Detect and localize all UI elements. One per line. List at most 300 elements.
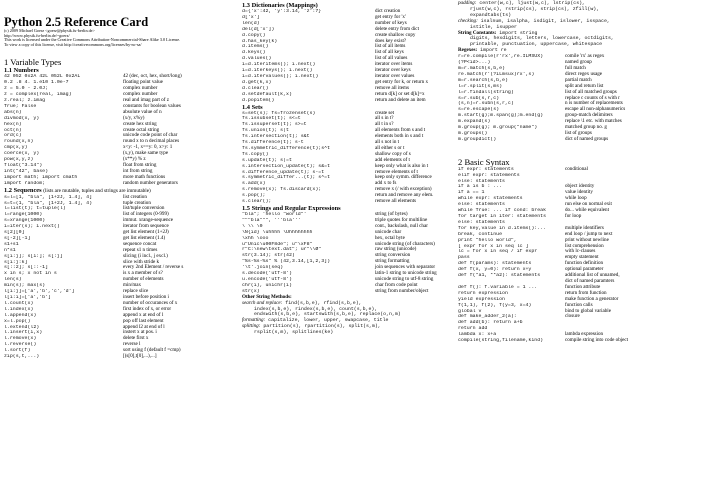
description-cell: additional list of unnamed, [565, 272, 620, 279]
code-cell: l.sort(f) [4, 348, 31, 354]
description-cell: partial match [565, 76, 592, 83]
table-row [242, 98, 458, 104]
description-cell: number of occurances of x [123, 299, 178, 306]
code-cell: fs.issubset(t); s<=t [242, 116, 301, 122]
code-cell: chr(i), unichr(i) [242, 282, 292, 288]
description-cell: number of keys [375, 19, 407, 26]
description-cell: (x**y) % z [123, 156, 146, 163]
method-code: index(s,b,e), rindex(s,b,e), count(s,b,e), [254, 306, 378, 312]
description-cell: sort using f (default f =cmp) [123, 347, 181, 354]
method-category: search and replace: [242, 299, 283, 306]
description-cell: random number generators [123, 179, 178, 186]
table-row [458, 137, 698, 143]
code-cell: l[i:j]=['a','b','c','d'] [4, 289, 75, 295]
method-code: partition(s), rpartition(s), split(s,m), [260, 324, 381, 330]
description-cell: all t in s? [375, 121, 394, 128]
dictionaries-table [242, 9, 458, 104]
description-cell: create hex string [123, 120, 157, 127]
code-cell: lc = for x in seq / if expr [458, 249, 538, 255]
string-methods-continued [458, 1, 698, 31]
description-cell: triple quotes for multiline [375, 216, 428, 223]
code-cell: i=d.iterkeys(); i.next() [242, 68, 313, 74]
description-cell: all s in t? [375, 115, 394, 122]
code-cell: divmod(x, y) [4, 115, 40, 121]
description-cell: all either s or t [375, 144, 405, 151]
description-cell: iterator from sequence [123, 223, 169, 230]
description-cell: list of all values [375, 55, 408, 62]
code-cell: fs.union(t); s|t [242, 128, 289, 134]
description-cell: multiple identifiers [565, 224, 604, 231]
method-code: expandtabs(ts) [470, 12, 512, 18]
code-cell: else: statements [458, 202, 505, 208]
code-cell: def make_adder_2(a): [458, 314, 517, 320]
code-cell: s.decode('utf-8') [242, 271, 292, 277]
code-cell: d.get(k,x) [242, 79, 272, 85]
description-cell: complex number [123, 85, 158, 92]
code-cell: print "hello world", [458, 237, 517, 243]
subsection-heading: 1.3 Dictionaries (Mappings) [242, 2, 318, 9]
description-cell: iterator over items [375, 61, 413, 68]
description-cell: end loop / jump to next [565, 230, 613, 237]
code-cell: abs(n) [4, 109, 22, 115]
code-cell: z = complex(real, imag) [4, 92, 72, 98]
description-cell: add x to fs [375, 180, 397, 187]
description-cell: return from function [565, 289, 607, 296]
basic-syntax-table [458, 167, 698, 344]
code-cell: fs.difference(t); s-t [242, 140, 304, 146]
code-cell: str(3.14); str(42) [242, 253, 295, 259]
description-cell: int from string [123, 167, 153, 174]
description-cell: iterator over values [375, 72, 415, 79]
description-cell: run else on normal exit [565, 201, 612, 208]
description-cell: slice with stride k [123, 258, 160, 265]
code-cell: round(x,n) [4, 139, 34, 145]
code-cell: str(x) [242, 288, 260, 294]
description-cell: repeat s1 n times [123, 246, 158, 253]
description-cell: comile 'rx' as regex [565, 53, 605, 60]
method-code: capitalize, lower, upper, swapcase, title [265, 318, 389, 324]
code-cell: for target in iter: statements [458, 214, 547, 219]
description-cell: dict of named paramters [565, 277, 615, 284]
code-cell: return expression [458, 290, 508, 296]
code-cell: cmp(x,y) [4, 145, 28, 151]
description-cell: cont., backslash, null char [375, 222, 428, 229]
description-cell: remove all elements [375, 198, 417, 205]
code-cell: s.intersection_update(t); s&=t [242, 163, 331, 169]
description-cell: function calls [565, 301, 593, 308]
code-cell: min(s); max(s) [4, 283, 46, 289]
code-cell: fs.copy() [242, 151, 269, 157]
code-cell: d={'x':42, 'y':3.14, 'z':7} [242, 9, 322, 14]
description-cell: list of integers (0-999) [123, 211, 169, 218]
code-cell: (?P<id>...) [458, 60, 491, 66]
code-cell: """bla""", '''bla''' [242, 217, 301, 223]
description-cell: print without newline [565, 236, 609, 243]
code-cell: \xhh \ooo [242, 235, 269, 241]
code-cell: z.real; z.imag [4, 98, 46, 103]
code-cell: i=d.iteritems(); i.next() [242, 62, 316, 68]
code-cell: d.clear() [242, 85, 269, 91]
page-title: Python 2.5 Reference Card [4, 15, 149, 29]
description-cell: remove x (/ with exception) [375, 186, 432, 193]
description-cell: list comprehension [565, 242, 604, 249]
code-cell: \ \\ \0 [242, 223, 263, 229]
description-cell: more math functions [123, 173, 166, 180]
description-cell: round x to n decimal places [123, 138, 180, 145]
description-cell: get entry for k, or return x [375, 78, 429, 85]
description-cell: dict of named groups [565, 135, 609, 142]
code-cell: m.group(g); m.group("name") [458, 125, 538, 131]
code-cell: s.add(x) [242, 181, 266, 187]
description-cell: return d[k] or set d[k]=x [375, 90, 425, 97]
description-cell: all s not in t [375, 139, 400, 146]
description-cell: list of all keys [375, 49, 404, 56]
method-code: rjust(w,c), rstrip(cs), strip(cs), zfill(w), [470, 6, 600, 12]
sequences-table [4, 195, 236, 360]
column-1 [4, 0, 236, 360]
description-cell: string formatting [375, 258, 410, 265]
code-cell: x in s; x not in s [4, 271, 57, 277]
description-cell: (x,y), make same type [123, 150, 169, 157]
meta-line: To view a copy of this license, visit http://creativecommons.org/licenses/by-nc-sa/ [4, 41, 142, 47]
code-cell: s.clear(); [242, 199, 272, 205]
code-cell: else: statements [458, 219, 505, 225]
code-cell: l.reverse() [4, 342, 37, 348]
code-cell: s=l=[1, "bla", [1+2J, 1.4], 4] [4, 194, 93, 200]
description-cell: insert before position i [123, 294, 169, 300]
description-cell: first index of x, or error [123, 305, 172, 312]
code-cell: import math; import cmath [4, 174, 78, 180]
subsection-heading: 1.4 Sets [242, 103, 263, 111]
code-cell: fs.intersection(t); s&t [242, 134, 310, 140]
description-cell: do... while equivalent [565, 207, 609, 214]
description-cell: all elements from s and t [375, 127, 426, 134]
code-cell: len(d) [242, 20, 260, 26]
description-cell: keep only symm. difference [375, 174, 432, 181]
code-cell: d.values() [242, 56, 272, 62]
code-cell: \N{id} \uhhhh \Uhhhhhhhh [242, 229, 313, 235]
description-cell: shallow copy of s [375, 150, 411, 157]
code-cell: '\t'.join(seq) [242, 265, 284, 271]
code-cell: m.start(g);m.span(g);m.end(g) [458, 113, 544, 119]
description-cell: join sequences with separator [375, 264, 436, 271]
code-cell: s.difference_update(t); s-=t [242, 169, 325, 175]
code-cell: l.remove(x) [4, 336, 37, 342]
section-heading: 2 Basic Syntax [458, 156, 510, 167]
description-cell: hex, octal byte [375, 234, 405, 241]
description-cell: list of all items [375, 43, 406, 50]
description-cell: is x a member of s? [123, 270, 163, 277]
code-cell: m.groups() [458, 130, 488, 136]
method-code: rsplit(s,m), splitlines(ke) [254, 330, 334, 336]
description-cell: group-match delimiters [565, 112, 613, 119]
code-cell: l[i:i]=['a','b'] [4, 295, 51, 300]
code-cell: m.expand(s) [458, 119, 491, 125]
other-string-methods-label: Other String Methods: [242, 293, 292, 300]
code-cell: s=r.sub(s,r,c) [458, 95, 500, 101]
method-code: find(s,b,e), rfind(s,b,e), [282, 300, 362, 306]
meta-line: (c) 2009 Michael Goerz <goerz@physik.fu-berlin.de> [4, 28, 95, 33]
code-cell: d.copy() [242, 32, 266, 38]
code-cell: u"Unic\u00F8de"; u"\xF8" [242, 241, 313, 247]
code-cell: del(d['x']) [242, 26, 275, 32]
code-cell: 0.2 .8 4. 1.e10 1.0e-7 [4, 80, 69, 86]
code-cell: 42 052 0x2A 42L 052L 0x2AL [4, 74, 81, 80]
code-cell: def add(b): return a+b [458, 320, 523, 326]
description-cell: unicode string to utf-8 string [375, 275, 434, 282]
description-cell: create octal string [123, 126, 160, 133]
description-cell: closure [565, 313, 580, 320]
subsection-heading: 1.2 Sequences (lists are mutable, tuples and strings are immutable) [4, 186, 151, 194]
code-cell: l.extend(l2) [4, 324, 40, 330]
description-cell: immut. xrange-sequence [123, 217, 174, 224]
description-cell: pop off last element [123, 317, 164, 324]
description-cell: tuple creation [123, 199, 151, 206]
code-cell: l=r.split(s,ms) [458, 83, 503, 89]
description-cell: escape all non-alphanumerics [565, 106, 626, 113]
description-cell: empty statement [565, 254, 599, 261]
description-cell: value identity [565, 189, 593, 196]
code-cell: if a is b : ... [458, 184, 503, 190]
column-3 [458, 0, 698, 344]
description-cell: char from code point [375, 281, 418, 288]
description-cell: delete first x [123, 335, 149, 342]
description-cell: full match [565, 64, 586, 71]
code-cell: s=set(s); fs=frozenset(s) [242, 110, 316, 116]
code-cell: u.encode('utf-8') [242, 276, 292, 282]
code-cell: s=xrange(1000) [4, 218, 46, 224]
other-string-methods [242, 301, 458, 336]
subsection-heading: 1.5 Strings and Regular Expressions [242, 205, 341, 212]
code-cell: s.symmetric_differ...(t); s^=t [242, 175, 331, 181]
description-cell: real and imag part of z [123, 97, 169, 103]
description-cell: create set [375, 109, 395, 116]
method-category: formatting: [242, 317, 266, 324]
method-code: istitle, isupper [470, 24, 517, 30]
sets-table [242, 111, 458, 206]
description-cell: function definition [565, 260, 604, 267]
code-cell: d.keys() [242, 50, 266, 56]
method-code: endswith(s,b,e), startswith(s,b,e), replace(o,n,m) [254, 312, 401, 318]
description-cell: dict creation [375, 8, 401, 14]
description-cell: replace slice [123, 288, 149, 295]
code-cell: d.has_key(k) [242, 38, 278, 44]
description-cell: conditional [565, 165, 588, 172]
description-cell: bind to global variable [565, 307, 611, 314]
code-cell: l=r.findall(string) [458, 89, 514, 95]
code-cell: import random; [4, 180, 46, 186]
description-cell: string (of bytes) [375, 211, 408, 217]
description-cell: raw string (unicode) [375, 246, 417, 253]
description-cell: sequence concat [123, 240, 157, 247]
string-constants-line: printable, punctuation, uppercase, whitespace [470, 42, 603, 48]
description-cell: compile string into code object [565, 337, 629, 344]
method-line [242, 330, 458, 336]
code-cell: m=r.match(s,b,e) [458, 65, 505, 71]
description-cell: delete entry from dict [375, 25, 419, 32]
table-row [4, 354, 236, 360]
code-cell: l.index(x) [4, 306, 34, 312]
description-cell: unicode code point of char [123, 132, 178, 139]
method-category: splitting: [242, 323, 261, 330]
code-cell: d.setdefault(k,x) [242, 91, 292, 97]
description-cell: reverse l [123, 341, 141, 348]
code-cell: int("42", base) [4, 168, 49, 174]
code-cell: s=re.escape(s) [458, 107, 500, 113]
section-heading: 1 Variable Types [4, 57, 62, 68]
code-cell: for key,value in d.items():... [458, 225, 547, 231]
description-cell: slicing (i incl., j excl.) [123, 252, 168, 259]
description-cell: get list element (1.4) [123, 234, 166, 241]
code-cell: else: statements [458, 178, 505, 184]
code-cell: compile(string,filename,kind) [458, 338, 544, 344]
code-cell: "bla"; 'hello "world"' [242, 212, 307, 217]
code-cell: elif expr: statements [458, 172, 520, 178]
description-cell: instert x at pos. i [123, 329, 157, 336]
code-cell: d['x'] [242, 14, 260, 20]
code-cell: s[2][0] [4, 230, 25, 236]
code-cell: (s,n)=r.subn(s,r,c) [458, 101, 514, 107]
description-cell: replace c counts of s with r [565, 94, 620, 101]
meta-line: http://www.physik.fu-berlin.de/~goerz/ [4, 32, 70, 38]
subsection-heading: 1.1 Numbers [4, 67, 39, 75]
string-constants: String Constants: import string [458, 29, 538, 36]
code-cell: hex(n) [4, 121, 22, 127]
code-cell: s1+s1 [4, 241, 19, 247]
code-cell: d.popitem() [242, 97, 275, 103]
description-cell: unicode char [375, 228, 402, 235]
code-cell: x=l.pop() [4, 318, 31, 324]
description-cell: x<y: -1, x==y: 0, x>y: 1 [123, 144, 173, 151]
code-cell: n*s1 [4, 247, 16, 253]
numbers-table [4, 74, 236, 186]
code-cell: if a == 1 [458, 190, 485, 196]
code-cell: if expr: statements [458, 166, 514, 172]
code-cell: m.groupdict() [458, 136, 497, 142]
code-cell: i=iter(s); i.next() [4, 224, 60, 230]
description-cell: object identity [565, 183, 595, 190]
code-cell: def f(*a1, **a2): statements [458, 273, 541, 279]
method-code: center(w,c), ljust(w,c), lstrip(cs), [476, 1, 585, 6]
description-cell: matched group no. g [565, 124, 607, 131]
code-cell: float("3.14") [4, 162, 43, 168]
description-cell: every 2nd Element / reverse s [123, 264, 184, 271]
regexes-label: Regexes: import re [458, 47, 507, 54]
description-cell: make function a generator [565, 295, 619, 302]
description-cell: string conversion [375, 252, 411, 259]
code-cell: r=re.compile(r'rx',re.ILMSUX) [458, 54, 544, 60]
code-cell: "%s-%s-%s" % (42,3.14,[1,2,3]) [242, 259, 331, 265]
code-cell: while expr: statements [458, 196, 523, 202]
method-category: checking: [458, 17, 478, 24]
code-cell: s.remove(x); fs.discard(x); [242, 187, 322, 193]
code-cell: oct(n) [4, 127, 22, 133]
description-cell: get entry for 'x' [375, 13, 406, 20]
code-cell: f(1,1), f(2), f(y=3, x=4) [458, 302, 532, 308]
description-cell: elements both in s and t [375, 133, 424, 140]
code-cell: l.count(x) [4, 300, 34, 306]
code-cell: zip(s,t,...) [4, 354, 40, 360]
code-cell: s[i:j]; s[i:]; s[:j] [4, 253, 63, 259]
description-cell: unicode string (of characters) [375, 240, 435, 247]
code-cell: break, continue [458, 231, 503, 237]
code-cell: len(s) [4, 277, 22, 283]
description-cell: [(s[0],t[0],...),...] [123, 353, 157, 360]
description-cell: float from string [123, 161, 157, 168]
code-cell: pow(x,y,z) [4, 157, 34, 163]
code-cell: [ expr for x in seq lc ] [458, 243, 529, 249]
code-cell: re.match(r'(?iLmsux)rx',s) [458, 71, 535, 77]
description-cell: optional parameter [565, 266, 604, 273]
code-cell: l.append(x) [4, 312, 37, 318]
code-cell: s.pop(); [242, 193, 266, 199]
code-cell: r"C:\new\text.dat"; ur"\\Ø" [242, 247, 322, 253]
description-cell: add elements of t [375, 156, 410, 163]
description-cell: direct regex usage [565, 70, 603, 77]
description-cell: split and return list [565, 82, 604, 89]
code-cell: d.items() [242, 44, 269, 50]
strings-table [242, 212, 458, 295]
code-cell: i=d.itervalues(); i.next() [242, 73, 319, 79]
description-cell: replace \1 etc. with matches [565, 118, 622, 125]
description-cell: 42 (dec, oct, hex, short/long) [123, 73, 182, 80]
description-cell: remove all items [375, 84, 409, 91]
code-cell: ord(c) [4, 133, 22, 139]
description-cell: min/max [123, 282, 142, 289]
description-cell: for loop [565, 213, 582, 219]
description-cell: append x at end of l [123, 311, 164, 318]
method-category: padding: [458, 0, 477, 6]
code-cell: s[-2][-1] [4, 235, 31, 241]
description-cell: absolute value of n [123, 108, 162, 115]
description-cell: number of elements [123, 276, 164, 283]
code-cell: l.insert(i,x) [4, 330, 43, 336]
description-cell: create shallow copy [375, 31, 416, 38]
code-cell: global v [458, 308, 482, 314]
code-cell: def f(x, y=0): return x+y [458, 267, 532, 273]
method-code: isalnum, isalpha, isdigit, islower, isspace, [477, 18, 610, 24]
description-cell: string from number/object [375, 287, 429, 294]
description-cell: keep only what is also in t [375, 162, 429, 169]
description-cell: while loop [565, 195, 587, 202]
code-cell: s=t=(1, "bla", [1+2J, 1.4], 4) [4, 200, 93, 206]
description-cell: (x/y, x%y) [123, 114, 145, 121]
description-cell: list of groups [565, 129, 592, 136]
table-row [458, 338, 698, 344]
code-cell: pass [458, 255, 470, 261]
code-cell: l=list(t); t=tuple(l) [4, 206, 66, 212]
description-cell: function attribute [565, 283, 601, 290]
description-cell: append l2 at end of l [123, 323, 165, 330]
code-cell: lambda x: x+a [458, 332, 497, 338]
description-cell: named group [565, 59, 592, 66]
regexes-table [458, 54, 698, 143]
description-cell: return and remove any elem. [375, 192, 434, 199]
code-cell: s[i:j:k] [4, 259, 28, 265]
description-cell: lambda expression [565, 331, 604, 338]
code-cell: coerce(x, y) [4, 151, 40, 157]
description-cell: remove elements of t [375, 168, 418, 175]
description-cell: does key exist? [375, 37, 407, 44]
code-cell: def f(params): statements [458, 261, 532, 267]
meta-line: This work is licensed under the Creative Commons Attribution-Noncommercial-Share Alike 3.0 License. [4, 37, 181, 43]
description-cell: list of all matched groups [565, 88, 617, 95]
code-cell: s[::2]; s[::-1] [4, 265, 49, 271]
description-cell: return and delete an item [375, 96, 426, 103]
description-cell: get list element (1+2J) [123, 229, 169, 236]
code-cell: fs.issuperset(t); s>=t [242, 122, 307, 128]
code-cell: return add [458, 326, 488, 332]
